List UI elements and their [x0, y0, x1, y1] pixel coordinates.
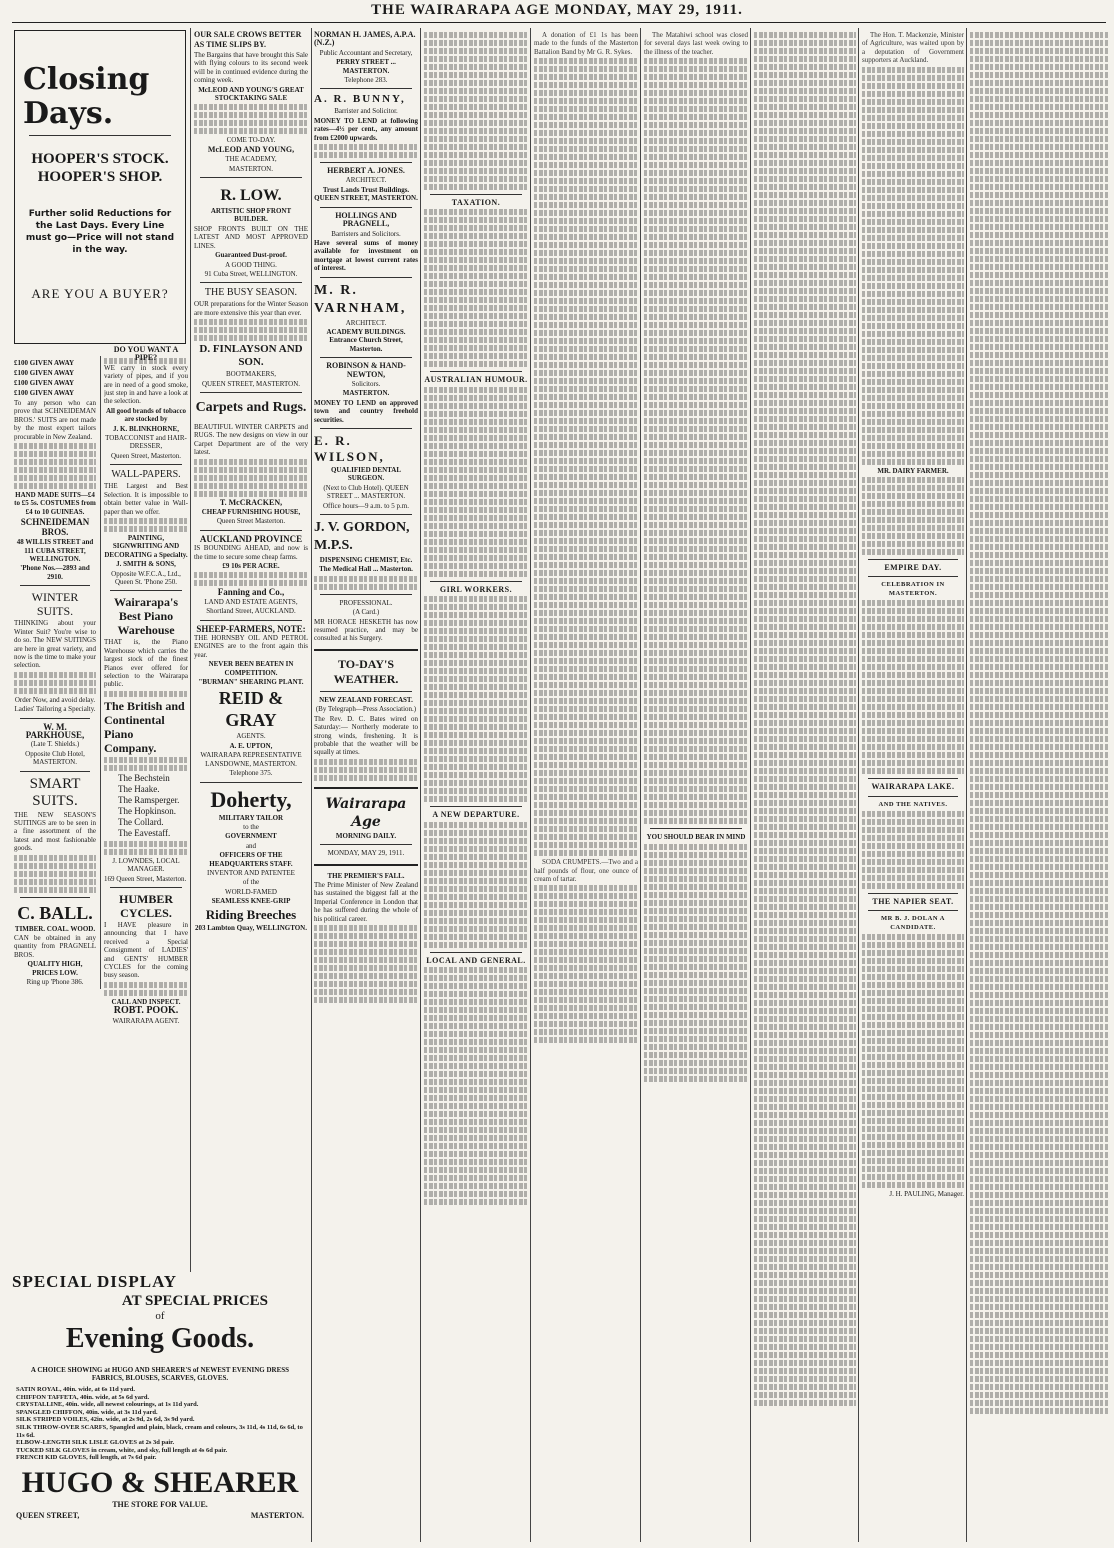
jsmith-address: Opposite W.F.C.A., Ltd., Queen St. 'Phone 250. [111, 569, 181, 586]
special-item: TUCKED SILK GLOVES in cream, white, and sky, full length at 4s 6d pair. [16, 1446, 228, 1454]
col7-intro: The Matahiwi school was closed for several days last week owing to the illness of the teacher. [644, 31, 748, 56]
column-divider [640, 28, 641, 1542]
col10-text-block [970, 32, 1108, 1414]
pauling-signature: J. H. PAULING, Manager. [889, 1190, 964, 1199]
carpets-body: BEAUTIFUL WINTER CARPETS and RUGS. The new designs on view in our Carpet Department are of the very latest. [194, 422, 308, 457]
doherty-of: of the [242, 878, 260, 887]
winter-order: Order Now, and avoid delay. [14, 695, 96, 704]
schneideman-phone: 'Phone Nos.—2893 and 2910. [20, 564, 90, 581]
upton-sub: WAIRARAPA REPRESENTATIVE LANSDOWNE, MASTERTON. [200, 751, 302, 768]
upton-phone: Telephone 375. [229, 769, 273, 778]
col5-text-block [424, 596, 528, 802]
schneideman-prices: HAND MADE SUITS—£4 to £5 5s. COSTUMES from £4 to 10 GUINEAS. [14, 491, 96, 516]
local-general-heading: LOCAL AND GENERAL. [426, 955, 526, 965]
prof-title: PROFESSIONAL. [339, 598, 393, 607]
doherty-sub: MILITARY TAILOR [218, 813, 284, 822]
humber-call: CALL AND INSPECT. [111, 997, 181, 1006]
finlayson-address: QUEEN STREET, MASTERTON. [201, 379, 301, 388]
sheep-body: THE HORNSBY OIL AND PETROL ENGINES are to the front again this year. [194, 634, 308, 659]
col9-text-block [862, 67, 964, 465]
paper-title: Wairarapa Age [325, 795, 407, 830]
humber-body: I HAVE pleasure in announcing that I have received a Special Consignment of LADIES' and GENTS' HUMBER CYCLES for the coming busy season. [104, 921, 188, 980]
column-2 [104, 346, 188, 1246]
finlayson-name: D. FINLAYSON AND SON. [199, 343, 303, 369]
piano-brand: The Bechstein [118, 772, 170, 783]
napier-heading: THE NAPIER SEAT. [872, 897, 954, 907]
auckland-title: AUCKLAND PROVINCE [199, 533, 303, 544]
closing-line-2: HOOPER'S SHOP. [37, 169, 163, 185]
forecast-title: NEW ZEALAND FORECAST. [319, 695, 413, 704]
special-line-4: Evening Goods. [65, 1323, 255, 1354]
rlow-sub: ARTISTIC SHOP FRONT BUILDER. [210, 207, 292, 224]
rlow-address: 91 Cuba Street, WELLINGTON. [204, 269, 298, 278]
cball-phone: Ring up 'Phone 386. [26, 978, 84, 987]
hugo-address [12, 1509, 308, 1522]
blinkhorne-address: Queen Street, Masterton. [111, 451, 181, 460]
blinkhorne-name: J. K. BLINKHORNE, [113, 424, 179, 433]
painting-note: PAINTING, SIGNWRITING AND DECORATING a Specialty. [104, 533, 188, 559]
premier-body: The Prime Minister of New Zealand has sustained the biggest fall at the Imperial Conference in London that he has suffered during the whole of his political career. [314, 880, 418, 923]
winter-body: THINKING about your Winter Suit? You're wise to do so. The NEW SUITINGS are here in great variety, and now is the time to make your selection. [14, 619, 96, 670]
varnham-name: M. R. VARNHAM, [314, 282, 407, 316]
special-item: ELBOW-LENGTH SILK LISLE GLOVES at 2s 3d pair. [16, 1439, 175, 1447]
auckland-price: £9 10s PER ACRE. [222, 562, 280, 570]
robinson-sub: Solicitors. [351, 379, 381, 388]
reid-sub: AGENTS. [236, 732, 266, 741]
british-title: The British and Continental Piano Company. [104, 698, 185, 755]
piano-body: THAT is, the Piano Warehouse which carries the largest stock of the finest Pianos ever offered for selection to the Wairarapa public. [104, 638, 188, 689]
column-5 [424, 30, 528, 1542]
cball-name: C. BALL. [17, 902, 93, 923]
fanning-sub: LAND AND ESTATE AGENTS, [204, 597, 298, 606]
taxation-heading: TAXATION. [451, 198, 501, 207]
sale-body: The Bargains that have brought this Sale with flying colours to its second week will be in continued evidence during the coming week. [194, 51, 308, 85]
pook-sub: WAIRARAPA AGENT. [112, 1016, 180, 1025]
shopfronts: SHOP FRONTS BUILT ON THE LATEST AND MOST APPROVED LINES. [194, 224, 308, 250]
col5-text-block [424, 387, 528, 577]
closing-title: Closing Days. [23, 62, 150, 131]
doherty-name: Doherty, [210, 786, 292, 812]
weather-title: TO-DAY'S WEATHER. [333, 656, 399, 686]
special-display-ad [12, 1272, 308, 1542]
schneideman-name: SCHNEIDEMAN BROS. [20, 517, 90, 538]
lake-sub: AND THE NATIVES. [878, 800, 948, 808]
schneideman-intro: To any person who can prove that SCHNEIDEMAN BROS.' SUITS are not made by the most expert tailors procurable in New Zealand. [14, 399, 96, 441]
lowndes-address: 169 Queen Street, Masterton. [104, 874, 187, 883]
pipe-title: DO YOU WANT A PIPE? [113, 346, 179, 363]
lowndes-name: J. LOWNDES, LOCAL MANAGER. [112, 856, 180, 874]
column-divider [420, 28, 421, 1542]
special-item: FRENCH KID GLOVES, full length, at 7s 6d pair. [16, 1454, 157, 1462]
wallpapers-body: THE Largest and Best Selection. It is impossible to obtain better value in Wall-paper than we offer. [104, 482, 188, 516]
special-items [12, 1386, 308, 1462]
jones-address: Trust Lands Trust Buildings. QUEEN STREET, MASTERTON. [314, 185, 418, 203]
auckland-body: IS BOUNDING AHEAD, and now is the time to secure some cheap farms. [194, 544, 308, 561]
col9-text-block [862, 934, 964, 1188]
pipe-body: WE carry in stock every variety of pipes, and if you are in need of a good smoke, just step in and have a look at the selection. [104, 363, 188, 406]
closing-days-ad [14, 30, 186, 344]
australian-heading: AUSTRALIAN HUMOUR. [424, 375, 528, 385]
doherty-officers: OFFICERS OF THE HEADQUARTERS STAFF. [209, 851, 293, 868]
burman: "BURMAN" SHEARING PLANT. [198, 678, 304, 687]
parkhouse-late: (Late T. Shields.) [30, 740, 80, 749]
wilson-address: (Next to Club Hotel). QUEEN STREET ... MASTERTON. [323, 483, 409, 501]
special-intro: A CHOICE SHOWING at HUGO AND SHEARER'S of NEWEST EVENING DRESS FABRICS, BLOUSES, SCARVES, GLOVES. [30, 1366, 290, 1382]
gordon-address: The Medical Hall ... Masterton. [319, 565, 413, 574]
cball-quality: QUALITY HIGH, PRICES LOW. [27, 960, 83, 977]
pragnell-body: Have several sums of money available for investment on mortgage at lowest current rates of interest. [314, 238, 418, 273]
special-line-3: of [155, 1310, 165, 1322]
closing-line-3: Further solid Reductions for the Last Days. Every Line must go—Price will not stand in the way. [25, 209, 175, 255]
col5-text-block [424, 32, 528, 190]
pragnell-sub: Barristers and Solicitors. [331, 229, 401, 238]
carpets-title: Carpets and Rugs. [195, 399, 307, 415]
humber-title: HUMBER CYCLES. [119, 892, 173, 920]
piano-brand: The Hopkinson. [118, 805, 176, 816]
parkhouse-address: Opposite Club Hotel, MASTERTON. [25, 749, 85, 767]
gordon-name: J. V. GORDON, M.P.S. [314, 520, 410, 554]
guaranteed: Guaranteed Dust-proof. [215, 251, 287, 260]
forecast-body: The Rev. D. C. Bates wired on Saturday:— Northerly moderate to strong winds, freshening. It is probable that the weather will be squally at times. [314, 714, 418, 757]
prof-body: MR HORACE HESKETH has now resumed practice, and may be consulted at his Surgery. [314, 617, 418, 643]
giveaway-line: £100 GIVEN AWAY [14, 369, 75, 377]
doherty-inventor: INVENTOR AND PATENTEE [207, 868, 295, 877]
riding-breeches: Riding Breeches [205, 906, 297, 922]
col9-text-block [862, 600, 964, 774]
special-item: CRYSTALLINE, 40in. wide, all newest colourings, at 1s 11d yard. [16, 1401, 199, 1409]
mcleod-town: MASTERTON. [229, 164, 273, 173]
mcleod-line: McLEOD AND YOUNG'S GREAT STOCKTAKING SALE [198, 85, 304, 103]
masthead: THE WAIRARAPA AGE MONDAY, MAY 29, 1911. [371, 2, 743, 18]
smart-title: SMART SUITS. [29, 775, 81, 809]
smart-body: THE NEW SEASON'S SUITINGS are to be seen in a fine assortment of the latest and most fashionable goods. [14, 810, 96, 853]
empire-day-sub: CELEBRATION IN MASTERTON. [881, 581, 945, 597]
col7-text-block [644, 58, 748, 824]
giveaway-line: £100 GIVEN AWAY [14, 379, 75, 387]
varnham-address: ACADEMY BUILDINGS. Entrance Church Street, Masterton. [326, 327, 406, 353]
column-7 [644, 30, 748, 1542]
upton-name: A. E. UPTON, [229, 741, 273, 750]
giveaway-line: £100 GIVEN AWAY [14, 389, 75, 397]
busy-title: THE BUSY SEASON. [204, 287, 298, 299]
col5-text-block [424, 209, 528, 367]
col5-text-block [424, 967, 528, 1205]
james-address: PERRY STREET ... MASTERTON. [336, 58, 396, 75]
doherty-government: GOVERNMENT [225, 832, 277, 841]
piano-brand: The Collard. [118, 816, 164, 827]
finlayson-sub: BOOTMAKERS, [226, 370, 276, 379]
closing-line-4: ARE YOU A BUYER? [31, 286, 169, 301]
wilson-hours: Office hours—9 a.m. to 5 p.m. [323, 501, 409, 510]
col9-text-block [862, 477, 964, 555]
winter-title: WINTER SUITS. [31, 590, 79, 619]
col6-text-block [534, 885, 638, 1043]
hugo-sub: THE STORE FOR VALUE. [112, 1499, 208, 1509]
fanning-address: Shortland Street, AUCKLAND. [206, 607, 296, 616]
col8-intro: The Hon. T. Mackenzie, Minister of Agriculture, was waited upon by a deputation of Government supporters at Auckland. [862, 31, 964, 65]
varnham-sub: ARCHITECT. [345, 318, 387, 327]
column-divider [858, 28, 859, 1542]
girl-workers-heading: GIRL WORKERS. [439, 584, 513, 594]
good-thing: A GOOD THING. [225, 260, 277, 269]
blinkhorne-sub: TOBACCONIST and HAIR-DRESSER, [105, 434, 187, 451]
hugo-address-right: MASTERTON. [250, 1510, 304, 1520]
col6-intro: A donation of £1 1s has been made to the funds of the Masterton Battalion Band by Mr G. R. Sykes. [534, 31, 638, 56]
mccracken-address: Queen Street Masterton. [216, 517, 286, 526]
column-10 [970, 30, 1108, 1542]
doherty-knee: SEAMLESS KNEE-GRIP [211, 897, 291, 906]
rlow-name: R. LOW. [220, 187, 282, 205]
cball-sub: TIMBER. COAL. WOOD. [14, 924, 96, 933]
doherty-address: 203 Lambton Quay, WELLINGTON. [195, 923, 307, 932]
bear-in-mind: YOU SHOULD BEAR IN MIND [646, 833, 746, 842]
pipe-note: All good brands of tobacco are stocked by [105, 406, 187, 424]
parkhouse-name: W. M. PARKHOUSE, [25, 721, 85, 740]
sheep-title: SHEEP-FARMERS, NOTE: [196, 623, 306, 634]
empire-day-heading: EMPIRE DAY. [884, 563, 942, 573]
special-line-2: AT SPECIAL PRICES [121, 1293, 268, 1309]
dairy-farmer: MR. DAIRY FARMER. [877, 466, 949, 475]
doherty-and: and [245, 841, 257, 850]
pragnell-name: HOLLINGS AND PRAGNELL, [335, 210, 397, 229]
jsmith-name: J. SMITH & SONS, [116, 560, 176, 569]
forecast-sub: (By Telegraph—Press Association.) [315, 705, 417, 714]
wilson-sub: QUALIFIED DENTAL SURGEON. [330, 466, 402, 483]
cball-body: CAN be obtained in any quantity from PRAGNELL BROS. [14, 934, 96, 959]
special-item: SATIN ROYAL, 40in. wide, at 6s 11d yard. [16, 1386, 136, 1393]
wilson-name: E. R. WILSON, [314, 433, 385, 464]
bunny-body: MONEY TO LEND at following rates—4½ per cent., any amount from £2000 upwards. [314, 116, 418, 142]
col5-text-block [424, 822, 528, 948]
piano-list [104, 773, 188, 839]
new-departure-heading: A NEW DEPARTURE. [432, 810, 520, 820]
winter-ladies: Ladies' Tailoring a Specialty. [14, 705, 96, 714]
jones-name: HERBERT A. JONES. [327, 166, 405, 176]
soda-crumpets: SODA CRUMPETS.—Two and a half pounds of flour, one ounce of cream of tartar. [534, 858, 638, 884]
piano-title: Wairarapa's Best Piano Warehouse [113, 595, 178, 638]
mcleod-name: McLEOD AND YOUNG, [207, 144, 295, 154]
paper-date: MONDAY, MAY 29, 1911. [327, 849, 405, 858]
robinson-body: MONEY TO LEND on approved town and country freehold securities. [314, 398, 418, 424]
giveaway-line: £100 GIVEN AWAY [14, 359, 75, 367]
napier-sub: MR B. J. DOLAN A CANDIDATE. [881, 915, 945, 931]
doherty-to: to the [243, 822, 259, 831]
column-9 [862, 30, 964, 1542]
special-item: CHIFFON TAFFETA, 40in. wide, at 5s 6d yard. [16, 1393, 150, 1401]
mccracken-name: T. McCRACKEN, [219, 497, 283, 507]
column-divider [311, 28, 312, 1542]
hugo-address-left: QUEEN STREET, [16, 1510, 80, 1520]
col9-text-block [862, 811, 964, 889]
prof-sub: (A Card.) [352, 608, 380, 617]
james-sub: Public Accountant and Secretary, [319, 48, 413, 57]
column-8 [754, 30, 856, 1542]
premier-title: THE PREMIER'S FALL. [327, 871, 405, 880]
come-today: COME TO-DAY. [226, 136, 276, 145]
piano-brand: The Eavestaff. [118, 827, 171, 838]
mcleod-sub: THE ACADEMY, [225, 155, 277, 164]
piano-brand: The Ramsperger. [118, 794, 180, 805]
column-6 [534, 30, 638, 1542]
jones-sub: ARCHITECT. [345, 176, 387, 185]
col8-text-block [754, 32, 856, 1406]
paper-sub: MORNING DAILY. [335, 831, 397, 840]
busy-body: OUR preparations for the Winter Season are more extensive this year than ever. [194, 300, 308, 317]
james-phone: Telephone 283. [344, 76, 388, 85]
special-line-1: SPECIAL DISPLAY [12, 1272, 178, 1291]
col7-text-block [644, 844, 748, 1082]
robinson-town: MASTERTON. [342, 389, 390, 398]
column-4 [314, 30, 418, 1542]
closing-line-1: HOOPER'S STOCK. [31, 151, 169, 167]
lake-heading: WAIRARAPA LAKE. [871, 782, 955, 792]
special-item: SILK THROW-OVER SCARFS, Spangled and plain, black, cream and colours, 3s 11d, 4s 11d, 6s 6d, to 11s 6d. [16, 1423, 303, 1439]
sale-title: OUR SALE CROWS BETTER AS TIME SLIPS BY. [194, 30, 302, 49]
bunny-sub: Barrister and Solicitor. [334, 107, 398, 116]
sheep-never: NEVER BEEN BEATEN IN COMPETITION. [208, 660, 294, 677]
schneideman-ad [14, 356, 101, 989]
schneideman-address: 48 WILLIS STREET and 111 CUBA STREET, WELLINGTON. [16, 538, 94, 564]
pook-name: ROBT. POOK. [113, 1005, 179, 1017]
special-item: SILK STRIPED VOILES, 42in. wide, at 2s 9d, 2s 6d, 3s 9d yard. [16, 1416, 195, 1424]
bunny-name: A. R. BUNNY, [314, 93, 406, 106]
masthead-rule [12, 22, 1106, 23]
reid-gray: REID & GRAY [218, 688, 284, 731]
column-divider [750, 28, 751, 1542]
special-item: SPANGLED CHIFFON, 40in. wide, at 3s 11d yard. [16, 1408, 158, 1416]
james-name: NORMAN H. JAMES, A.P.A. (N.Z.) [314, 30, 416, 48]
fanning-name: Fanning and Co., [217, 587, 285, 598]
wallpapers-title: WALL-PAPERS. [111, 469, 181, 481]
col6-text-block [534, 58, 638, 856]
piano-brand: The Haake. [118, 783, 160, 794]
hugo-shearer: HUGO & SHEARER [21, 1465, 299, 1499]
doherty-world: WORLD-FAMED [225, 887, 277, 896]
robinson-name: ROBINSON & HAND-NEWTON, [326, 361, 406, 379]
column-divider [530, 28, 531, 1542]
gordon-sub: DISPENSING CHEMIST, Etc. [319, 556, 413, 565]
column-divider [966, 28, 967, 1542]
mccracken-sub: CHEAP FURNISHING HOUSE, [201, 507, 301, 516]
